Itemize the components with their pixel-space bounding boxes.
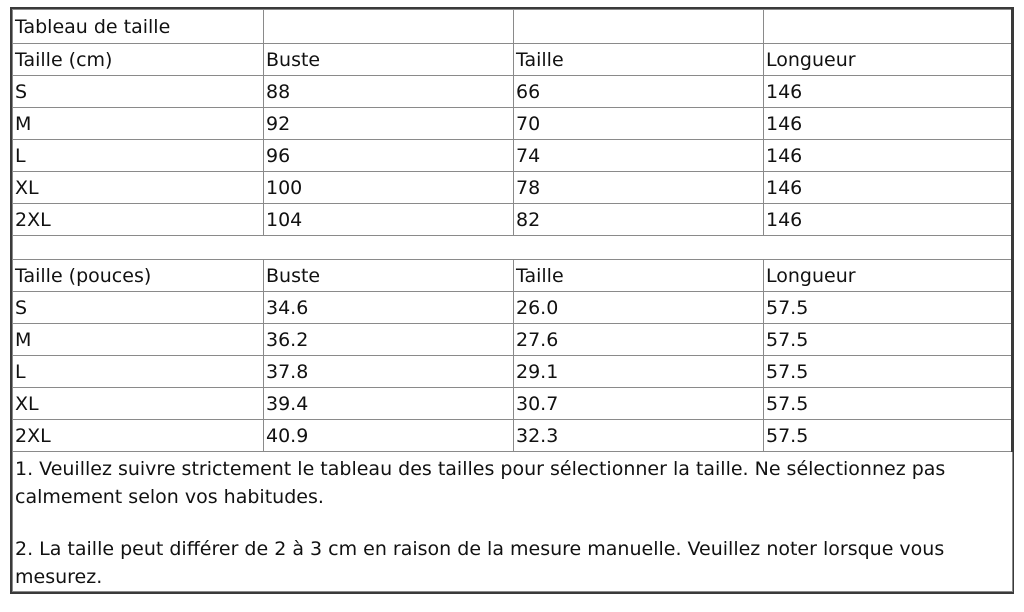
table-cell: 26.0 [514,292,764,324]
table-cell: S [13,292,264,324]
table-cell: 146 [764,172,1013,204]
table-cell: 57.5 [764,388,1013,420]
table-cell: 146 [764,76,1013,108]
table-cell: S [13,76,264,108]
table-cell: 78 [514,172,764,204]
empty-cell [13,236,1013,260]
table-cell: 82 [514,204,764,236]
table-cell: 66 [514,76,764,108]
chart-title: Tableau de taille [13,10,264,44]
separator-row [13,236,1013,260]
table-cell: 92 [264,108,514,140]
table-row [13,172,1013,204]
table-cell: M [13,108,264,140]
note-text: 1. Veuillez suivre strictement le tableau des tailles pour sélectionner la taille. Ne sélectionnez pas calmement selon vos habitudes. [15,458,946,508]
table-row [13,420,1013,452]
table-cell: 74 [514,140,764,172]
table-cell: 96 [264,140,514,172]
column-header: Longueur [764,260,1013,292]
column-header: Taille (pouces) [13,260,264,292]
column-header: Taille [514,44,764,76]
table-cell: 100 [264,172,514,204]
empty-cell [264,10,514,44]
table-cell: 39.4 [264,388,514,420]
table-row [13,76,1013,108]
table-cell: 104 [264,204,514,236]
table-cell: 2XL [13,204,264,236]
table-row [13,140,1013,172]
table-cell: 36.2 [264,324,514,356]
table-cell: 88 [264,76,514,108]
title-row [13,10,1013,44]
empty-cell [764,10,1013,44]
column-header: Buste [264,260,514,292]
table-row [13,356,1013,388]
table-cell: L [13,140,264,172]
table-cell: 146 [764,204,1013,236]
empty-cell [514,10,764,44]
table-cell: 29.1 [514,356,764,388]
notes-cell [13,452,1013,592]
column-header: Buste [264,44,514,76]
table-cell: M [13,324,264,356]
column-header: Taille [514,260,764,292]
table-cell: 57.5 [764,292,1013,324]
table-cell: 146 [764,108,1013,140]
table-cell: XL [13,388,264,420]
note-spacer [15,511,1012,535]
table-cell: 70 [514,108,764,140]
table-cell: 146 [764,140,1013,172]
notes-row [13,452,1013,592]
inch-header-row [13,260,1013,292]
note-text: 2. La taille peut différer de 2 à 3 cm en raison de la mesure manuelle. Veuillez noter lorsque vous mesurez. [15,538,945,588]
table-cell: 57.5 [764,324,1013,356]
size-chart-table [12,9,1014,592]
table-row [13,108,1013,140]
table-row [13,388,1013,420]
table-row [13,324,1013,356]
table-cell: 57.5 [764,356,1013,388]
table-cell: 2XL [13,420,264,452]
table-cell: 37.8 [264,356,514,388]
cm-header-row [13,44,1013,76]
table-cell: 40.9 [264,420,514,452]
table-cell: 30.7 [514,388,764,420]
table-cell: XL [13,172,264,204]
table-row [13,292,1013,324]
column-header: Taille (cm) [13,44,264,76]
table-cell: 27.6 [514,324,764,356]
table-cell: 57.5 [764,420,1013,452]
table-cell: L [13,356,264,388]
table-cell: 34.6 [264,292,514,324]
column-header: Longueur [764,44,1013,76]
table-cell: 32.3 [514,420,764,452]
table-row [13,204,1013,236]
size-chart [10,7,1014,594]
